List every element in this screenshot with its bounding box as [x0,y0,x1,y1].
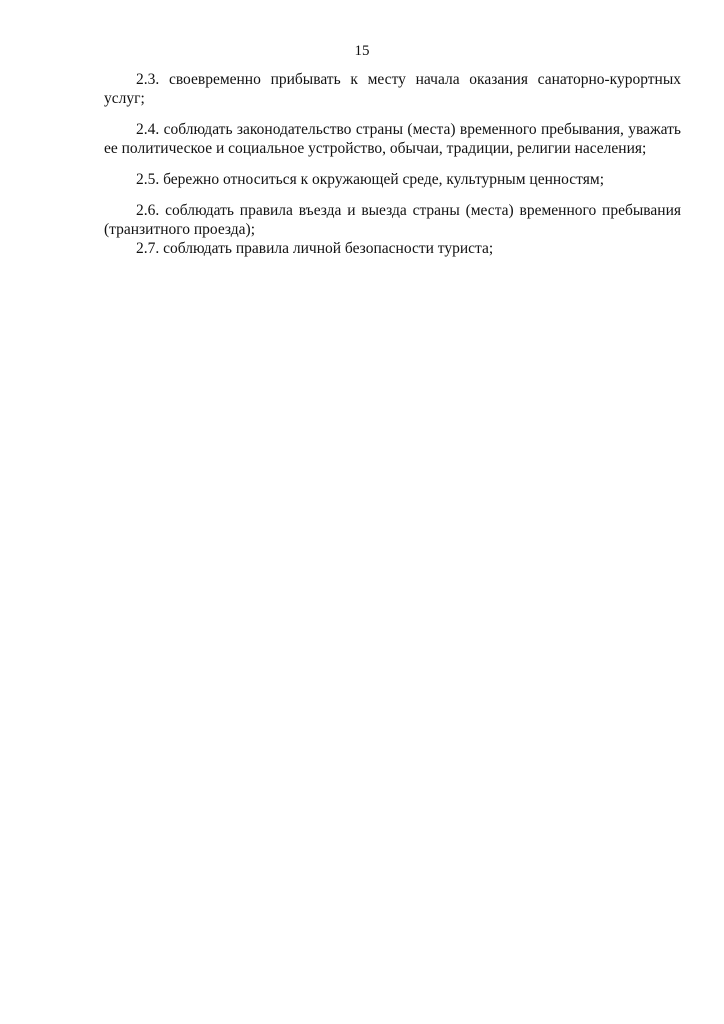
paragraph-2-4: 2.4. соблюдать законодательство страны (места) временного пребывания, уважать ее политическое и социальное устройство, обычаи, традиции, религии населения; [104,121,681,157]
paragraph-2-7: 2.7. соблюдать правила личной безопасности туриста; [136,240,494,257]
page-number: 15 [354,43,370,59]
document-body [104,70,681,258]
paragraph-2-6: 2.6. соблюдать правила въезда и выезда страны (места) временного пребывания (транзитного проезда); [104,202,681,238]
paragraph-2-5: 2.5. бережно относиться к окружающей среде, культурным ценностям; [136,171,604,188]
paragraph-2-3: 2.3. своевременно прибывать к месту начала оказания санаторно-курортных услуг; [104,71,681,107]
